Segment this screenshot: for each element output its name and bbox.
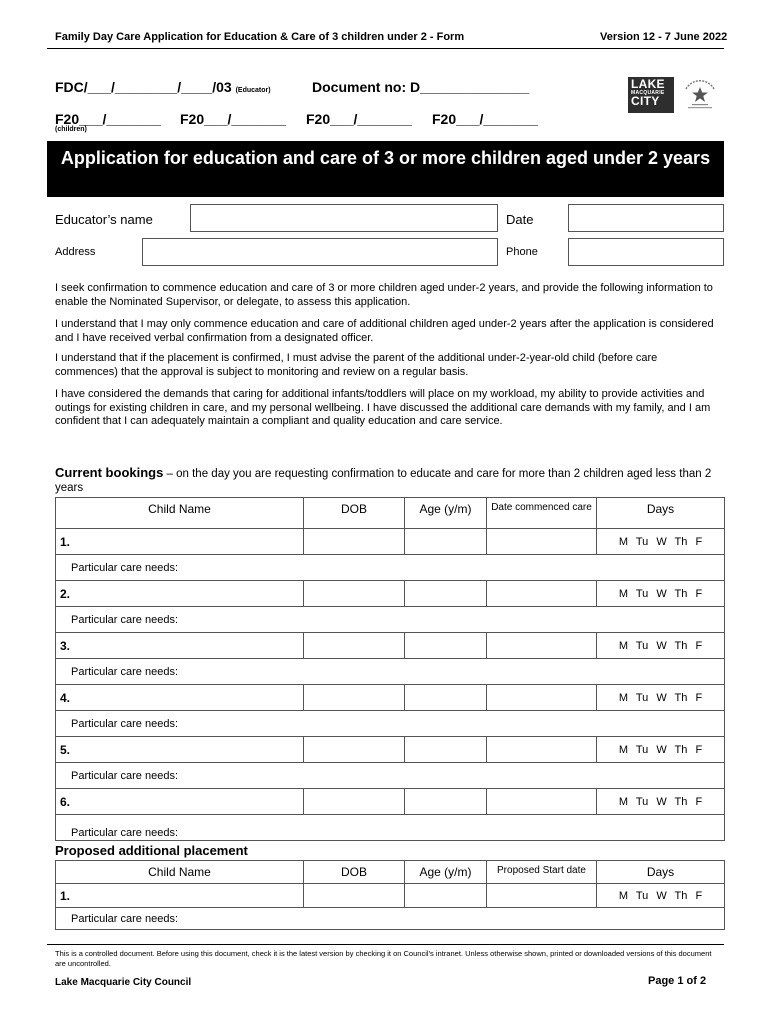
- table-row: [56, 789, 725, 815]
- dob-cell[interactable]: [304, 633, 405, 659]
- table-row: [56, 884, 725, 908]
- care-needs-cell[interactable]: Particular care needs:: [56, 607, 725, 633]
- address-field[interactable]: [142, 238, 498, 266]
- days-cell[interactable]: M Tu W Th F: [597, 737, 725, 763]
- educator-name-label: Educator’s name: [55, 212, 153, 227]
- address-label: Address: [55, 246, 96, 258]
- age-cell[interactable]: [405, 529, 487, 555]
- date-cell[interactable]: [487, 581, 597, 607]
- age-cell[interactable]: [405, 633, 487, 659]
- educator-tag: (Educator): [235, 87, 271, 94]
- page-number: Page 1 of 2: [648, 975, 707, 987]
- date-cell[interactable]: [487, 789, 597, 815]
- age-cell[interactable]: [405, 884, 487, 908]
- care-needs-cell[interactable]: Particular care needs:: [56, 659, 725, 685]
- date-cell[interactable]: [487, 737, 597, 763]
- care-needs-cell[interactable]: Particular care needs:: [56, 763, 725, 789]
- child-name-cell[interactable]: 1.: [56, 884, 304, 908]
- child-name-cell[interactable]: 6.: [56, 789, 304, 815]
- header-form-title: Family Day Care Application for Education & Care of 3 children under 2 - Form: [55, 31, 465, 43]
- current-bookings-table: [55, 497, 725, 841]
- children-tag: (children): [55, 126, 87, 133]
- declaration-paragraph: I seek confirmation to commence education and care of 3 or more children aged under-2 years, and provide the following information to enable the Nominated Supervisor, or delegate, to assess this application.: [55, 282, 713, 308]
- declaration-paragraph: I have considered the demands that caring for additional infants/toddlers will place on my workload, my ability to provide activities and outings for existing children in care, and my personal wellbeing. I have discussed the additional care demands with my family, and I am confident that I can adequately maintain a compliant and quality education and care service.: [55, 388, 711, 427]
- declaration-paragraph: I understand that I may only commence education and care of additional children aged under-2 years after the application is considered and I have received verbal confirmation from a designated officer.: [55, 318, 714, 344]
- care-needs-cell[interactable]: Particular care needs:: [56, 711, 725, 737]
- phone-label: Phone: [506, 246, 538, 258]
- child-name-cell[interactable]: 5.: [56, 737, 304, 763]
- col-proposed-start: Proposed Start date: [487, 861, 597, 884]
- days-cell[interactable]: M Tu W Th F: [597, 529, 725, 555]
- dob-cell[interactable]: [304, 884, 405, 908]
- f20-field-2: F20___/_______: [180, 111, 286, 127]
- child-name-cell[interactable]: 3.: [56, 633, 304, 659]
- dob-cell[interactable]: [304, 737, 405, 763]
- table-row: [56, 581, 725, 607]
- fdc-number: FDC/___/________/____/03 (Educator): [55, 79, 271, 95]
- col-age: Age (y/m): [405, 861, 487, 884]
- proposed-placement-table: [55, 860, 725, 930]
- declaration-paragraph: I understand that if the placement is confirmed, I must advise the parent of the additional under-2-year-old child (before care commences) that the approval is subject to monitoring and review on a regular basis.: [55, 352, 658, 378]
- header-version: Version 12 - 7 June 2022: [600, 31, 728, 43]
- days-cell[interactable]: M Tu W Th F: [597, 789, 725, 815]
- care-needs-cell[interactable]: Particular care needs:: [56, 815, 725, 841]
- days-cell[interactable]: M Tu W Th F: [597, 581, 725, 607]
- table-row: [56, 633, 725, 659]
- age-cell[interactable]: [405, 737, 487, 763]
- header-rule: [47, 48, 724, 49]
- controlled-document-note: This is a controlled document. Before using this document, check it is the latest version by checking it on Council’s intranet. Unless otherwise shown, printed or downloaded versions of this document are uncontrolled.: [55, 949, 712, 968]
- care-needs-cell[interactable]: Particular care needs:: [56, 908, 725, 930]
- col-child-name: Child Name: [56, 861, 304, 884]
- age-cell[interactable]: [405, 685, 487, 711]
- col-child-name: Child Name: [56, 498, 304, 529]
- child-name-cell[interactable]: 4.: [56, 685, 304, 711]
- footer-rule: [47, 944, 724, 945]
- col-days: Days: [597, 498, 725, 529]
- council-name: Lake Macquarie City Council: [55, 977, 192, 988]
- dob-cell[interactable]: [304, 685, 405, 711]
- family-day-care-seal-icon: [680, 75, 720, 115]
- date-label: Date: [506, 212, 534, 227]
- date-field[interactable]: [568, 204, 724, 232]
- f20-field-3: F20___/_______: [306, 111, 412, 127]
- f20-field-1: F20___/_______: [55, 111, 161, 127]
- child-name-cell[interactable]: 1.: [56, 529, 304, 555]
- date-cell[interactable]: [487, 685, 597, 711]
- col-dob: DOB: [304, 861, 405, 884]
- proposed-placement-heading: Proposed additional placement: [55, 843, 248, 858]
- dob-cell[interactable]: [304, 581, 405, 607]
- col-days: Days: [597, 861, 725, 884]
- educator-name-field[interactable]: [190, 204, 498, 232]
- date-cell[interactable]: [487, 633, 597, 659]
- table-row: [56, 529, 725, 555]
- date-cell[interactable]: [487, 529, 597, 555]
- form-title-banner: Application for education and care of 3 or more children aged under 2 years: [47, 141, 724, 197]
- current-bookings-heading: Current bookings – on the day you are requesting confirmation to educate and care for more than 2 children aged less than 2 years: [55, 465, 712, 494]
- col-age: Age (y/m): [405, 498, 487, 529]
- col-dob: DOB: [304, 498, 405, 529]
- dob-cell[interactable]: [304, 789, 405, 815]
- age-cell[interactable]: [405, 789, 487, 815]
- dob-cell[interactable]: [304, 529, 405, 555]
- date-cell[interactable]: [487, 884, 597, 908]
- col-date-commenced: Date commenced care: [487, 498, 597, 529]
- table-row: [56, 685, 725, 711]
- days-cell[interactable]: M Tu W Th F: [597, 633, 725, 659]
- document-number: Document no: D______________: [312, 79, 530, 95]
- child-name-cell[interactable]: 2.: [56, 581, 304, 607]
- table-row: [56, 737, 725, 763]
- phone-field[interactable]: [568, 238, 724, 266]
- days-cell[interactable]: M Tu W Th F: [597, 685, 725, 711]
- care-needs-cell[interactable]: Particular care needs:: [56, 555, 725, 581]
- days-cell[interactable]: M Tu W Th F: [597, 884, 725, 908]
- f20-field-4: F20___/_______: [432, 111, 538, 127]
- lake-macquarie-logo: LAKE MACQUARIE CITY: [628, 77, 674, 113]
- age-cell[interactable]: [405, 581, 487, 607]
